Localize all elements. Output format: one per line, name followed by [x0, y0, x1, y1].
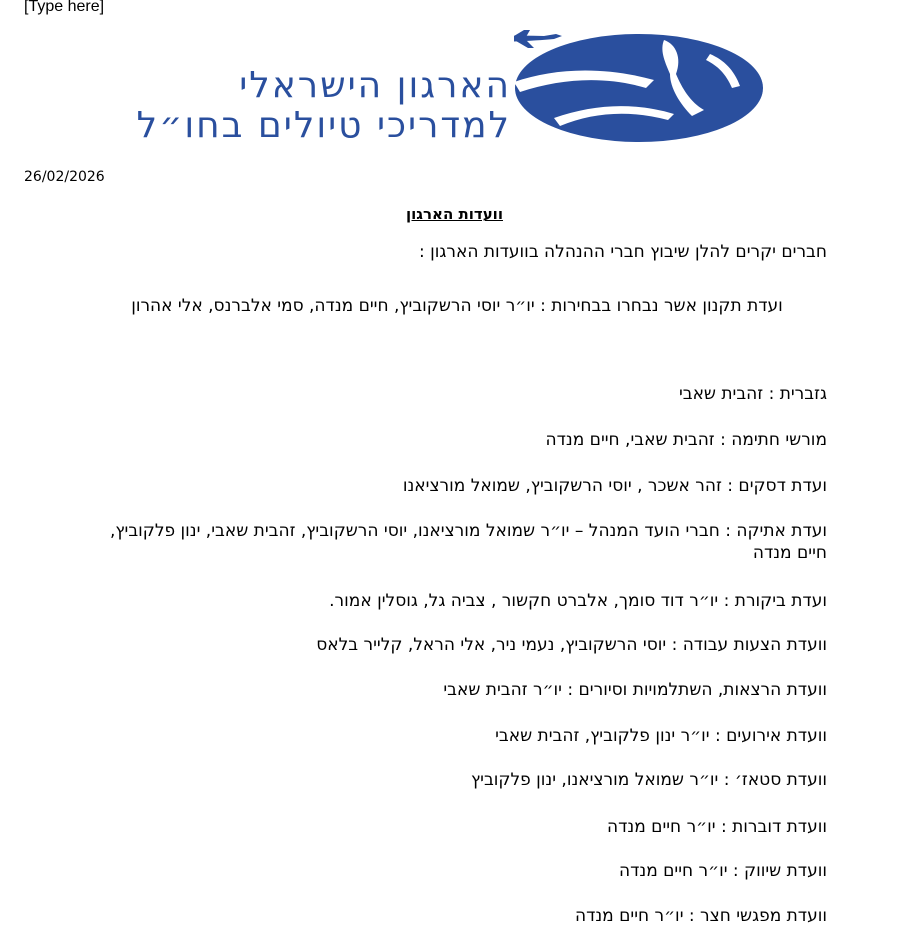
airplane-icon: [514, 30, 562, 48]
logo-emblem-icon: [514, 30, 764, 142]
committee-line: ועדת אתיקה : חברי הועד המנהל – יו״ר שמואל מורציאנו, יוסי הרשקוביץ, זהבית שאבי, ינון פלקוביץ, חיים מנדה: [109, 521, 827, 563]
committee-line: וועדת מפגשי חצר : יו״ר חיים מנדה: [574, 906, 827, 926]
document-title: וועדות הארגון: [406, 205, 503, 223]
committee-line: וועדת אירועים : יו״ר ינון פלקוביץ, זהבית שאבי: [495, 726, 827, 746]
committee-line: גזברית : זהבית שאבי: [678, 384, 827, 404]
committee-line: וועדת סטאז׳ : יו״ר שמואל מורציאנו, ינון פלקוביץ: [470, 770, 827, 790]
committee-line: וועדת הרצאות, השתלמויות וסיורים : יו״ר זהבית שאבי: [443, 680, 827, 700]
document-date: 26/02/2026: [24, 169, 105, 185]
committee-line: מורשי חתימה : זהבית שאבי, חיים מנדה: [545, 430, 827, 450]
committee-line: ועדת ביקורת : יו״ר דוד סומך, אלברט חקשור , צביה גל, גוסלין אמור.: [329, 591, 827, 611]
header-placeholder: [Type here]: [24, 0, 105, 15]
committee-line: ועדת דסקים : זהר אשכר , יוסי הרשקוביץ, שמואל מורציאנו: [402, 476, 827, 496]
committee-line: וועדת שיווק : יו״ר חיים מנדה: [619, 861, 827, 881]
logo-org-name: הארגון הישראלי: [239, 65, 511, 106]
logo-org-subtitle: למדריכי טיולים בחו״ל: [136, 105, 511, 146]
committee-line: וועדת הצעות עבודה : יוסי הרשקוביץ, נעמי ניר, אלי הראל, קלייר בלאס: [316, 635, 827, 655]
committee-line: וועדת דוברות : יו״ר חיים מנדה: [607, 817, 827, 837]
intro-paragraph: חברים יקרים להלן שיבוץ חברי ההנהלה בוועדות הארגון :: [418, 242, 827, 262]
committee-line: ועדת תקנון אשר נבחרו בבחירות : יו״ר יוסי הרשקוביץ, חיים מנדה, סמי אלברנס, אלי אהרון: [131, 296, 783, 316]
